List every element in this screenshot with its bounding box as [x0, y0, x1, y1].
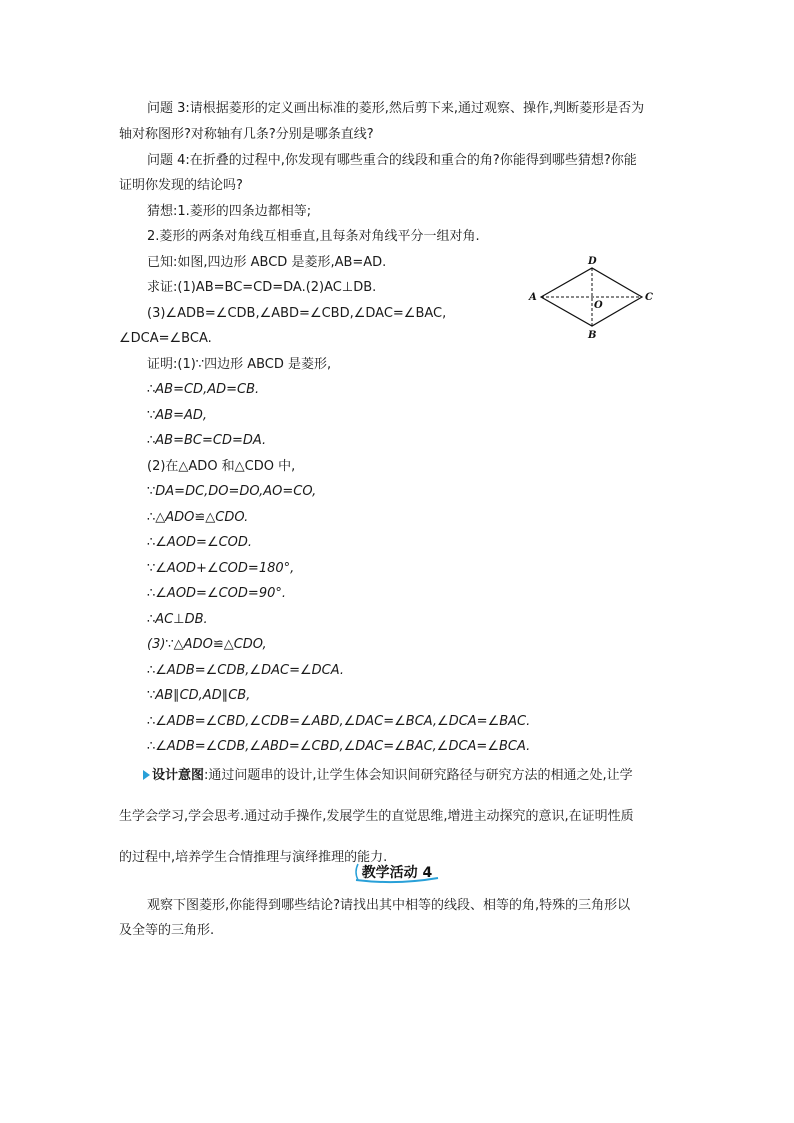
activity-4-title: 教学活动 4 [361, 865, 433, 881]
label-o: O [594, 300, 603, 311]
question-3-line-1: 问题 3:请根据菱形的定义画出标准的菱形,然后剪下来,通过观察、操作,判断菱形是否为 [147, 101, 645, 116]
proof-line-6: ∵DA=DC,DO=DO,AO=CO, [147, 484, 317, 499]
question-4-line-1: 问题 4:在折叠的过程中,你发现有哪些重合的线段和重合的角?你能得到哪些猜想?你能 [147, 153, 637, 168]
prove-line-1: 求证:(1)AB=BC=CD=DA.(2)AC⊥DB. [147, 280, 377, 295]
observe-line-2: 及全等的三角形. [119, 923, 215, 938]
label-b: B [588, 330, 597, 341]
proof-line-3: ∵AB=AD, [147, 408, 208, 423]
design-intent-line-3: 的过程中,培养学生合情推理与演绎推理的能力. [119, 850, 388, 865]
proof-line-2: ∴AB=CD,AD=CB. [147, 382, 260, 397]
proof-line-7: ∴△ADO≌△CDO. [147, 510, 249, 525]
rhombus-figure [526, 252, 658, 342]
proof-line-16: ∴∠ADB=∠CDB,∠ABD=∠CBD,∠DAC=∠BAC,∠DCA=∠BCA. [147, 739, 531, 754]
observe-line-1: 观察下图菱形,你能得到哪些结论?请找出其中相等的线段、相等的角,特殊的三角形以 [147, 898, 631, 913]
prove-line-2: (3)∠ADB=∠CDB,∠ABD=∠CBD,∠DAC=∠BAC, [147, 306, 447, 321]
conjecture-line-1: 猜想:1.菱形的四条边都相等; [147, 204, 312, 219]
label-d: D [588, 256, 597, 267]
proof-line-14: ∵AB∥CD,AD∥CB, [147, 688, 251, 703]
design-intent-line-2: 生学会学习,学会思考.通过动手操作,发展学生的直觉思维,增进主动探究的意识,在证明性质 [119, 809, 634, 824]
design-intent-label: 设计意图 [152, 768, 205, 783]
proof-line-5: (2)在△ADO 和△CDO 中, [147, 459, 296, 474]
design-intent-text: :通过问题串的设计,让学生体会知识间研究路径与研究方法的相通之处,让学 [204, 768, 633, 783]
given-statement: 已知:如图,四边形 ABCD 是菱形,AB=AD. [147, 255, 387, 270]
question-4-line-2: 证明你发现的结论吗? [119, 178, 243, 193]
proof-line-11: ∴AC⊥DB. [147, 612, 208, 627]
proof-line-13: ∴∠ADB=∠CDB,∠DAC=∠DCA. [147, 663, 344, 678]
proof-line-10: ∴∠AOD=∠COD=90°. [147, 586, 286, 601]
design-intent-line-1 [143, 767, 633, 785]
proof-line-1: 证明:(1)∵四边形 ABCD 是菱形, [147, 357, 332, 372]
proof-line-9: ∵∠AOD+∠COD=180°, [147, 561, 295, 576]
triangle-marker-icon [143, 770, 150, 780]
proof-line-15: ∴∠ADB=∠CBD,∠CDB=∠ABD,∠DAC=∠BCA,∠DCA=∠BAC. [147, 714, 531, 729]
proof-line-4: ∴AB=BC=CD=DA. [147, 433, 267, 448]
label-c: C [645, 292, 653, 303]
conjecture-line-2: 2.菱形的两条对角线互相垂直,且每条对角线平分一组对角. [147, 229, 480, 244]
prove-line-3: ∠DCA=∠BCA. [119, 331, 212, 346]
proof-line-12: (3)∵△ADO≌△CDO, [147, 637, 267, 652]
question-3-line-2: 轴对称图形?对称轴有几条?分别是哪条直线? [119, 127, 374, 142]
proof-line-8: ∴∠AOD=∠COD. [147, 535, 253, 550]
activity-4-heading [352, 858, 442, 884]
label-a: A [529, 292, 537, 303]
